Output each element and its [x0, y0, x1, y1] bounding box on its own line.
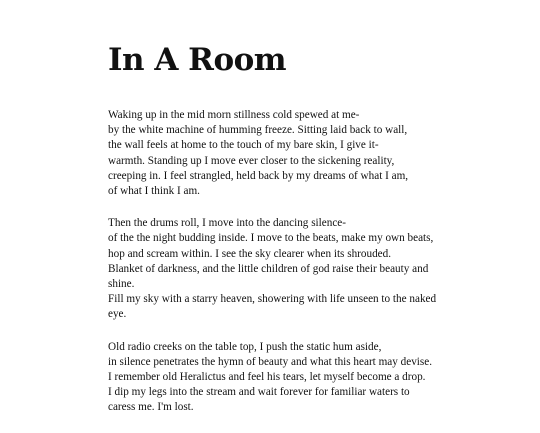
poem-line: Then the drums roll, I move into the dancing silence- [108, 217, 346, 230]
poem-body [108, 108, 528, 433]
poem-line: Blanket of darkness, and the little children of god raise their beauty and [108, 262, 429, 275]
poem-line: of the the night budding inside. I move to the beats, make my own beats, [108, 232, 434, 245]
poem-line: Fill my sky with a starry heaven, showering with life unseen to the naked [108, 293, 437, 306]
poem-line: I remember old Heralictus and feel his tears, let myself become a drop. [108, 371, 426, 384]
poem-line: the wall feels at home to the touch of my bare skin, I give it- [108, 139, 379, 152]
poem-line: warmth. Standing up I move ever closer to the sickening reality, [108, 154, 395, 167]
poem-line: by the white machine of humming freeze. Sitting laid back to wall, [108, 124, 408, 137]
poem-line: Waking up in the mid morn stillness cold spewed at me- [108, 109, 360, 121]
poem-line: caress me. I'm lost. [108, 401, 194, 414]
poem-line: I dip my legs into the stream and wait forever for familiar waters to [108, 386, 410, 399]
poem-line: of what I think I am. [108, 185, 200, 198]
page-title: In A Room [108, 42, 287, 78]
poem-line: eye. [108, 308, 127, 321]
document-page [108, 0, 528, 414]
poem-line: Old radio creeks on the table top, I push the static hum aside, [108, 340, 382, 353]
stanza-3 [108, 340, 528, 416]
stanza-2 [108, 216, 528, 322]
poem-line: shine. [108, 278, 135, 291]
poem-line: creeping in. I feel strangled, held back by my dreams of what I am, [108, 169, 409, 182]
poem-line: in silence penetrates the hymn of beauty and what this heart may devise. [108, 355, 433, 368]
poem-line: hop and scream within. I see the sky clearer when its shrouded. [108, 247, 392, 260]
stanza-1 [108, 108, 528, 199]
